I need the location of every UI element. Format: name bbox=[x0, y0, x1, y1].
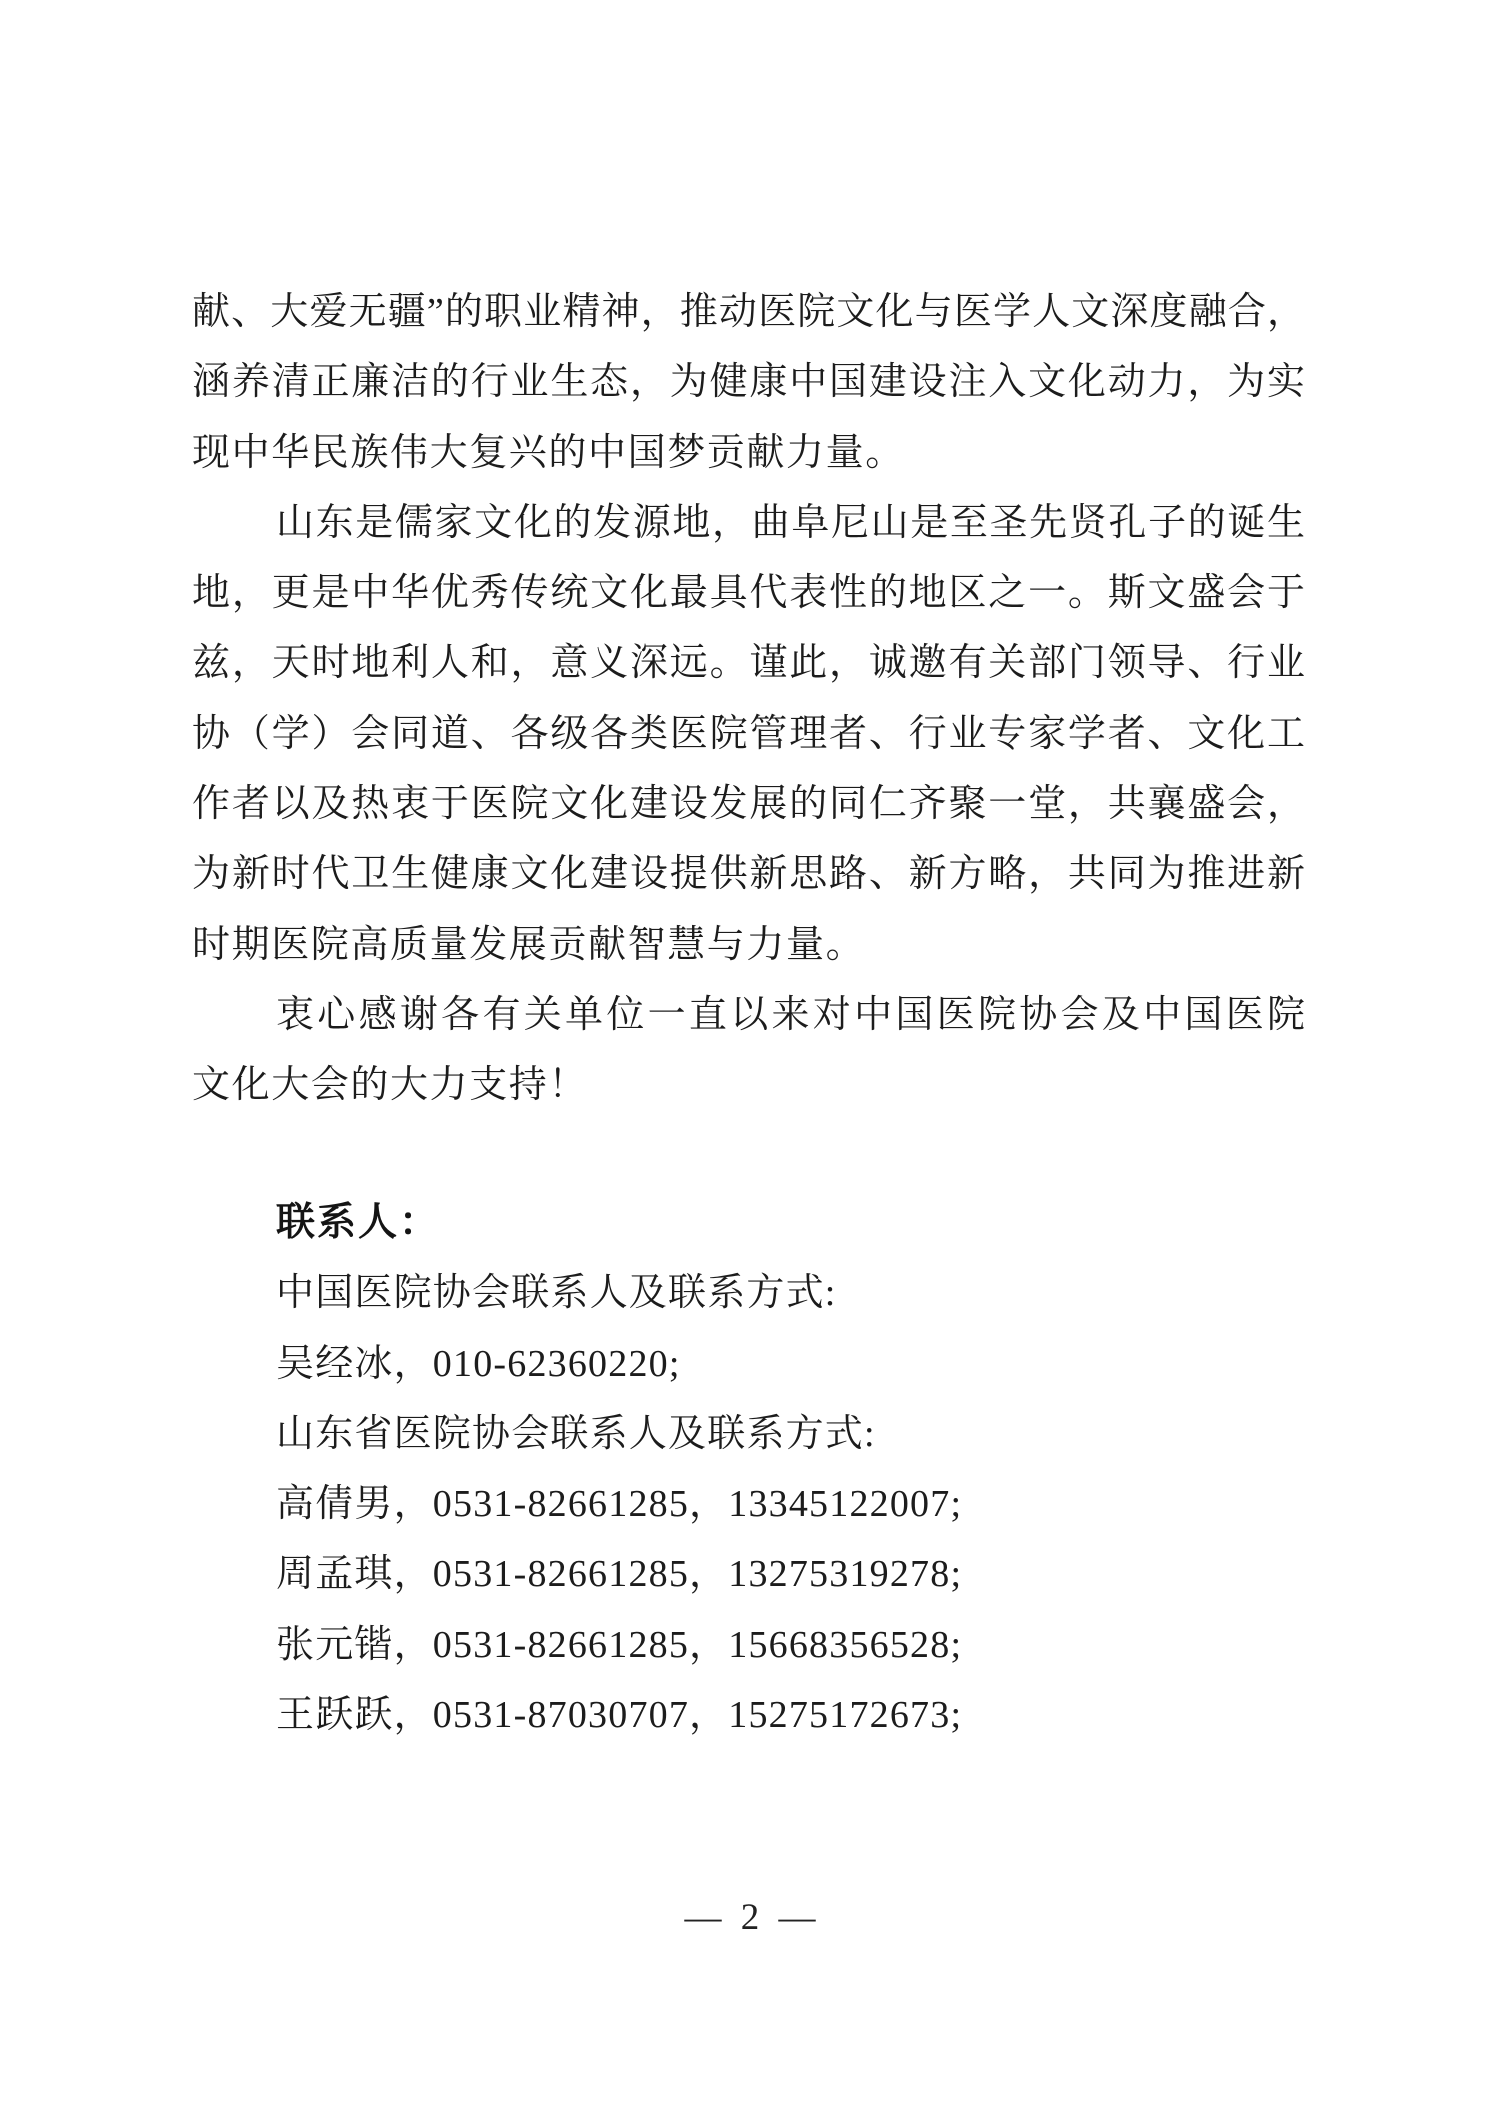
page-number: — 2 — bbox=[684, 1897, 816, 1938]
contact-line-shandong-person-4: 王跃跃，0531-87030707，15275172673; bbox=[276, 1694, 963, 1737]
body-line: 文化大会的大力支持！ bbox=[192, 1064, 589, 1107]
body-line: 衷心感谢各有关单位一直以来对中国医院协会及中国医院 bbox=[276, 993, 1305, 1036]
contacts-section bbox=[276, 1188, 1306, 1750]
contact-line-shandong-person-1: 高倩男，0531-82661285，13345122007; bbox=[276, 1483, 963, 1526]
body-line: 涵养清正廉洁的行业生态，为健康中国建设注入文化动力，为实 bbox=[192, 361, 1305, 404]
body-line: 现中华民族伟大复兴的中国梦贡献力量。 bbox=[192, 431, 905, 474]
contact-line-shandong-person-3: 张元锴，0531-82661285，15668356528; bbox=[276, 1623, 963, 1666]
body-line: 地，更是中华优秀传统文化最具代表性的地区之一。斯文盛会于 bbox=[192, 572, 1305, 615]
contact-line-shandong-person-2: 周孟琪，0531-82661285，13275319278; bbox=[276, 1553, 963, 1596]
body-line: 作者以及热衷于医院文化建设发展的同仁齐聚一堂，共襄盛会， bbox=[192, 783, 1305, 826]
contacts-heading: 联系人： bbox=[276, 1201, 441, 1244]
contact-line-cha-person: 吴经冰，010-62360220; bbox=[276, 1342, 681, 1385]
body-line: 协（学）会同道、各级各类医院管理者、行业专家学者、文化工 bbox=[192, 712, 1305, 755]
contact-line-cha-label: 中国医院协会联系人及联系方式: bbox=[276, 1272, 837, 1315]
letter-body bbox=[192, 277, 1305, 1121]
body-line: 山东是儒家文化的发源地，曲阜尼山是至圣先贤孔子的诞生 bbox=[276, 501, 1305, 544]
body-line: 兹，天时地利人和，意义深远。谨此，诚邀有关部门领导、行业 bbox=[192, 642, 1305, 685]
body-line: 献、大爱无疆”的职业精神，推动医院文化与医学人文深度融合， bbox=[192, 291, 1305, 333]
body-line: 为新时代卫生健康文化建设提供新思路、新方略，共同为推进新 bbox=[192, 853, 1305, 896]
body-line: 时期医院高质量发展贡献智慧与力量。 bbox=[192, 923, 866, 966]
contact-line-shandong-label: 山东省医院协会联系人及联系方式: bbox=[276, 1412, 876, 1455]
